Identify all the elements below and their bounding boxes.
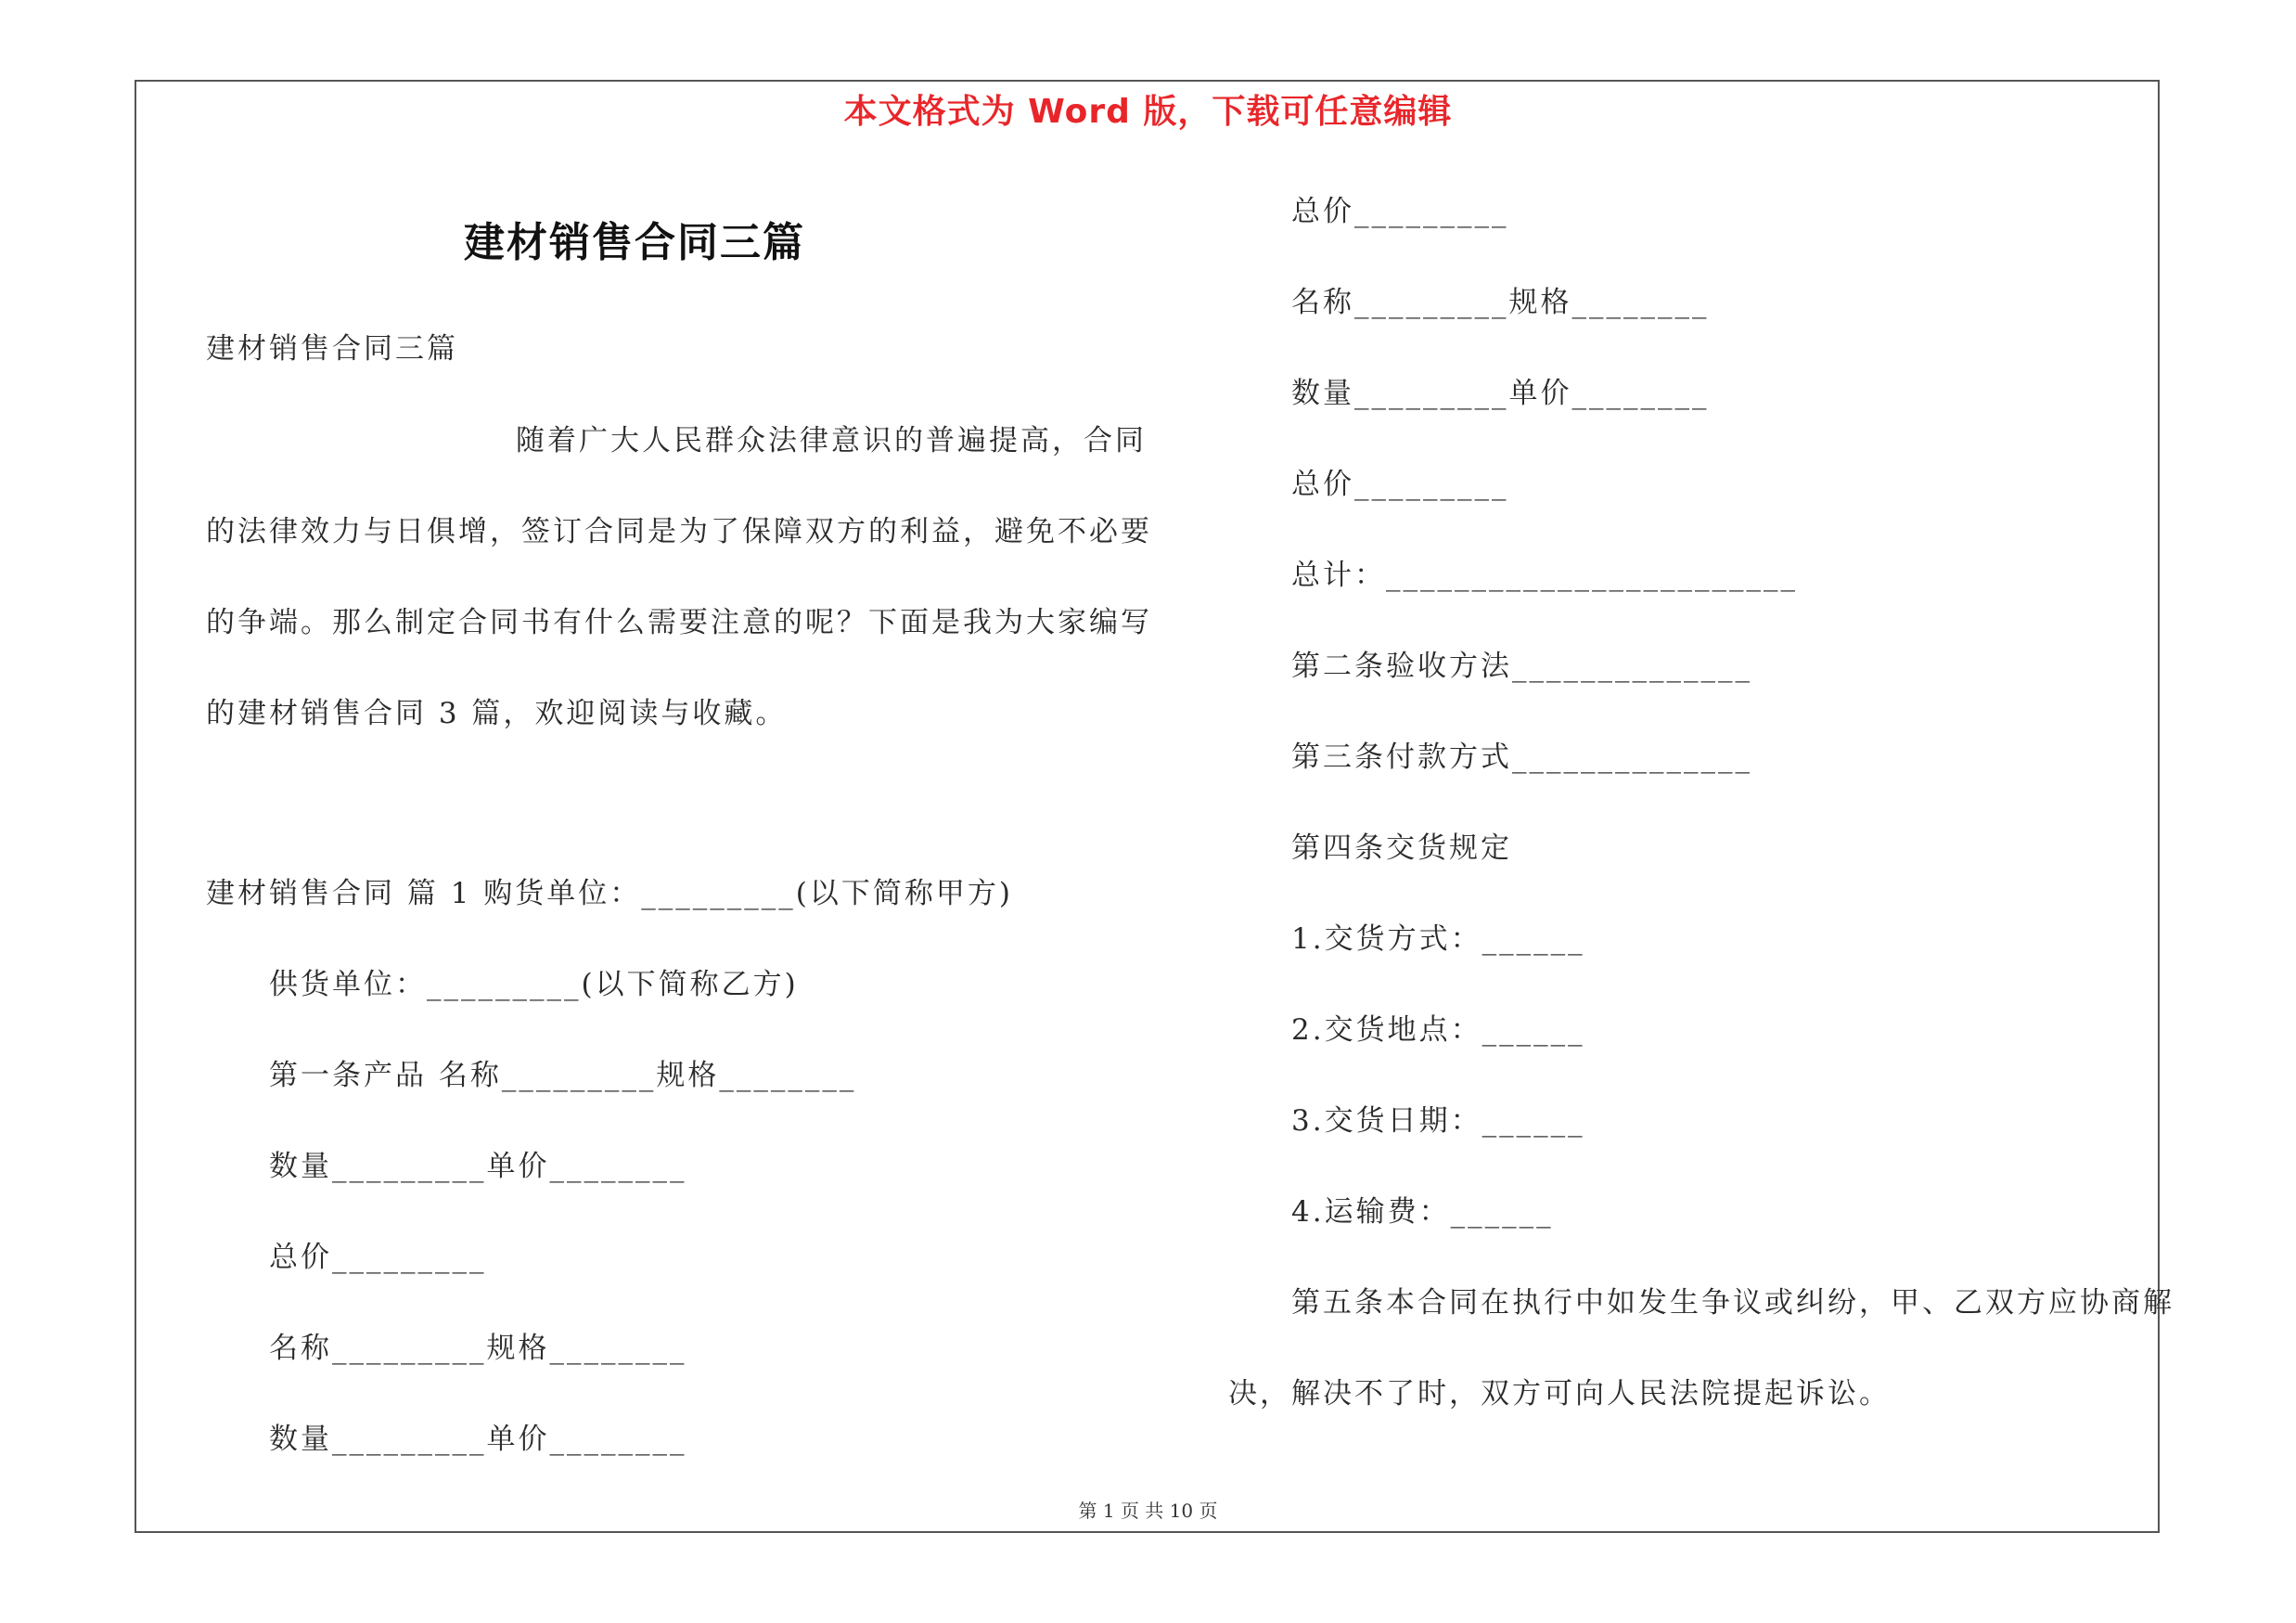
left-line-quantity-1: 数量_________单价________ bbox=[269, 1150, 687, 1183]
page-number: 第 1 页 共 10 页 bbox=[1078, 1500, 1218, 1522]
right-line-quantity-3: 数量_________单价________ bbox=[1291, 377, 1710, 410]
right-line-grand-total: 总计：________________________ bbox=[1291, 559, 1798, 592]
right-line-article-5-a: 第五条本合同在执行中如发生争议或纠纷，甲、乙双方应协商解 bbox=[1291, 1286, 2174, 1320]
right-line-delivery-date: 3.交货日期：______ bbox=[1291, 1104, 1585, 1138]
document-title: 建材销售合同三篇 bbox=[464, 219, 805, 266]
right-line-total-2: 总价_________ bbox=[1291, 195, 1509, 228]
right-line-article-5-b: 决，解决不了时，双方可向人民法院提起诉讼。 bbox=[1228, 1377, 1891, 1410]
left-line-intro-4: 的建材销售合同 3 篇，欢迎阅读与收藏。 bbox=[206, 697, 788, 730]
left-line-total-1: 总价_________ bbox=[269, 1241, 487, 1274]
left-line-contract-heading: 建材销售合同 篇 1 购货单位：_________(以下简称甲方) bbox=[206, 877, 1013, 910]
right-line-shipping-fee: 4.运输费：______ bbox=[1291, 1195, 1554, 1229]
left-line-intro-3: 的争端。那么制定合同书有什么需要注意的呢？下面是我为大家编写 bbox=[206, 606, 1152, 639]
left-line-subtitle: 建材销售合同三篇 bbox=[206, 332, 458, 366]
right-line-article-4: 第四条交货规定 bbox=[1291, 831, 1512, 865]
left-line-article-1: 第一条产品 名称_________规格________ bbox=[269, 1059, 857, 1092]
right-line-delivery-place: 2.交货地点：______ bbox=[1291, 1013, 1585, 1047]
right-line-article-3: 第三条付款方式______________ bbox=[1291, 741, 1752, 774]
left-line-intro-2: 的法律效力与日俱增，签订合同是为了保障双方的利益，避免不必要 bbox=[206, 515, 1152, 548]
right-line-name-3: 名称_________规格________ bbox=[1291, 286, 1710, 319]
format-banner: 本文格式为 Word 版，下载可任意编辑 bbox=[843, 93, 1453, 131]
left-line-intro-1: 随着广大人民群众法律意识的普遍提高，合同 bbox=[516, 424, 1147, 457]
left-line-name-2: 名称_________规格________ bbox=[269, 1332, 687, 1365]
right-line-article-2: 第二条验收方法______________ bbox=[1291, 650, 1752, 683]
left-line-supplier: 供货单位：_________(以下简称乙方) bbox=[269, 968, 799, 1001]
right-line-total-3: 总价_________ bbox=[1291, 468, 1509, 501]
left-line-quantity-2: 数量_________单价________ bbox=[269, 1423, 687, 1456]
right-line-delivery-method: 1.交货方式：______ bbox=[1291, 922, 1585, 956]
